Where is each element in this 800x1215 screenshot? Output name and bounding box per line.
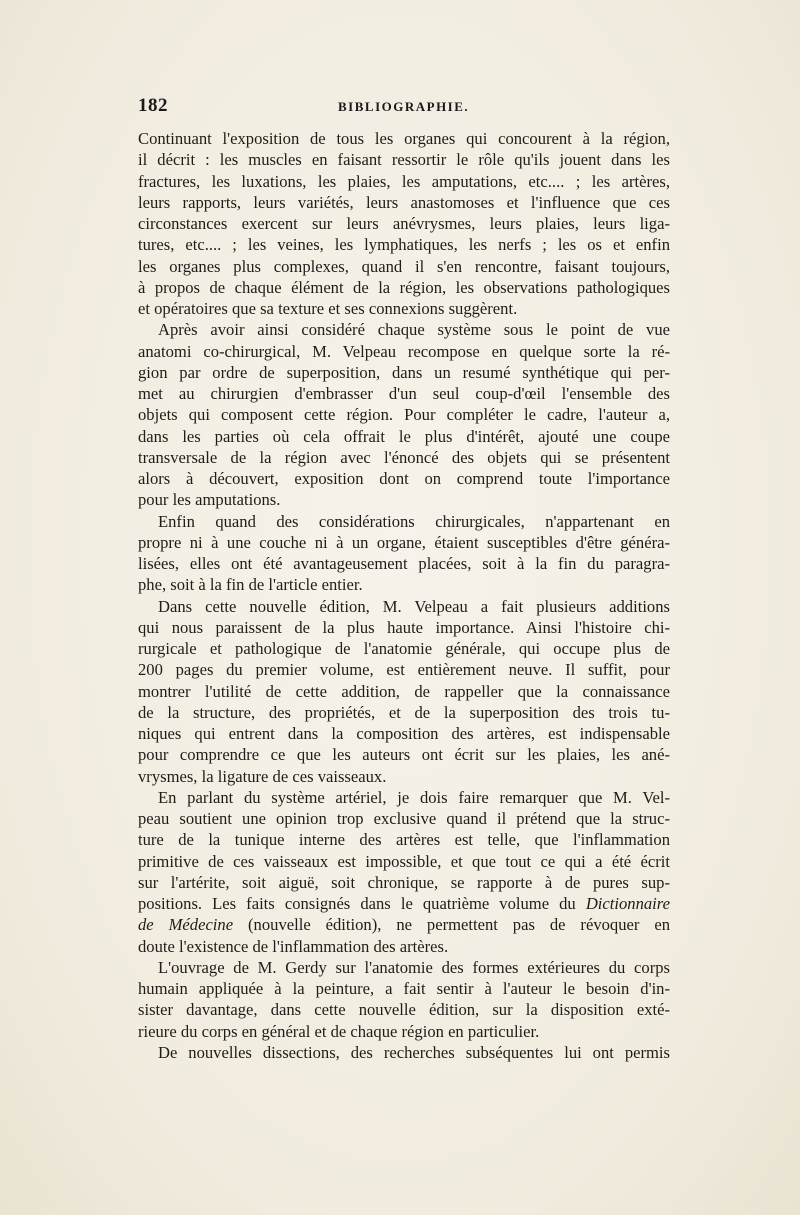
text-line: niques qui entrent dans la composition des artères, est indispensable [138, 724, 670, 743]
text-line: vrysmes, la ligature de ces vaisseaux. [138, 766, 387, 786]
italic-title: de Médecine [138, 915, 234, 935]
text-line: primitive de ces vaisseaux est impossible, et que tout ce qui a été écrit [138, 851, 670, 871]
page-number: 182 [138, 95, 168, 116]
text-line: montrer l'utilité de cette addition, de rappeller que la connaissance [138, 681, 670, 701]
text-line: pour les amputations. [138, 490, 281, 510]
text-line: de Médecine (nouvelle édition), ne permettent pas de révoquer en [138, 915, 670, 935]
text-line: à propos de chaque élément de la région, les observations pathologiques [138, 277, 670, 297]
text-line: tures, etc.... ; les veines, les lymphatiques, les nerfs ; les os et enfin [138, 235, 670, 255]
text-line: objets qui composent cette région. Pour compléter le cadre, l'auteur a, [138, 405, 670, 425]
text-line: Dans cette nouvelle édition, M. Velpeau a fait plusieurs additions [158, 596, 670, 616]
text-line: En parlant du système artériel, je dois faire remarquer que M. Vel- [158, 787, 670, 807]
text-line: et opératoires que sa texture et ses connexions suggèrent. [138, 299, 518, 318]
text-line: sister davantage, dans cette nouvelle édition, sur la disposition exté- [138, 1000, 670, 1020]
text-line: pour comprendre ce que les auteurs ont écrit sur les plaies, les ané- [138, 745, 670, 765]
text-line: les organes plus complexes, quand il s'en rencontre, faisant toujours, [138, 256, 670, 276]
text-line: fractures, les luxations, les plaies, les amputations, etc.... ; les artères, [138, 171, 670, 191]
text-line: rurgicale et pathologique de l'anatomie générale, qui occupe plus de [138, 639, 670, 658]
text-line: de la structure, des propriétés, et de la superposition des trois tu- [138, 702, 670, 722]
text-line: anatomi co-chirurgical, M. Velpeau recompose en quelque sorte la ré- [138, 341, 670, 361]
text-line: rieure du corps en général et de chaque région en particulier. [138, 1021, 540, 1041]
text-line: phe, soit à la fin de l'article entier. [138, 575, 363, 595]
text-line: lisées, elles ont été avantageusement placées, soit à la fin du paragra- [138, 554, 670, 573]
text-line: Après avoir ainsi considéré chaque système sous le point de vue [158, 320, 670, 340]
text-line: positions. Les faits consignés dans le quatrième volume du Dictionnaire [138, 894, 670, 913]
text-line: 200 pages du premier volume, est entièrement neuve. Il suffit, pour [138, 660, 670, 680]
text-line: ture de la tunique interne des artères est telle, que l'inflammation [138, 830, 670, 850]
text-line: qui nous paraissent de la plus haute importance. Ainsi l'histoire chi- [138, 617, 670, 637]
text-line: De nouvelles dissections, des recherches subséquentes lui ont permis [158, 1042, 670, 1062]
text-line: leurs rapports, leurs variétés, leurs anastomoses et l'influence que ces [138, 192, 670, 212]
text-line: alors à découvert, exposition dont on comprend toute l'importance [138, 469, 670, 488]
text-line: humain appliquée à la peinture, a fait sentir à l'auteur le besoin d'in- [138, 979, 670, 998]
text-line: gion par ordre de superposition, dans un resumé synthétique qui per- [138, 362, 670, 382]
text-line: L'ouvrage de M. Gerdy sur l'anatomie des formes extérieures du corps [158, 957, 670, 977]
text-line: Enfin quand des considérations chirurgicales, n'appartenant en [158, 511, 670, 531]
text-line: il décrit : les muscles en faisant ressortir le rôle qu'ils jouent dans les [138, 150, 670, 170]
text-line: doute l'existence de l'inflammation des artères. [138, 936, 449, 956]
text-line: Continuant l'exposition de tous les organes qui concourent à la région, [138, 129, 670, 148]
text-line: propre ni à une couche ni à un organe, étaient susceptibles d'être généra- [138, 532, 670, 552]
text-line: met au chirurgien d'embrasser d'un seul coup-d'œil l'ensemble des [138, 384, 670, 403]
page-header [138, 95, 668, 125]
body-text [138, 128, 670, 1063]
text-line: sur l'artérite, soit aiguë, soit chronique, se rapporte à de pures sup- [138, 872, 670, 892]
running-head: BIBLIOGRAPHIE. [338, 99, 470, 114]
text-line: dans les parties où cela offrait le plus d'intérêt, ajouté une coupe [138, 426, 670, 446]
text-line: transversale de la région avec l'énoncé des objets qui se présentent [138, 447, 670, 467]
text-line: circonstances exercent sur leurs anévrysmes, leurs plaies, leurs liga- [138, 214, 670, 233]
text-line: peau soutient une opinion trop exclusive quand il prétend que la struc- [138, 809, 670, 828]
italic-title: Dictionnaire [585, 894, 670, 913]
